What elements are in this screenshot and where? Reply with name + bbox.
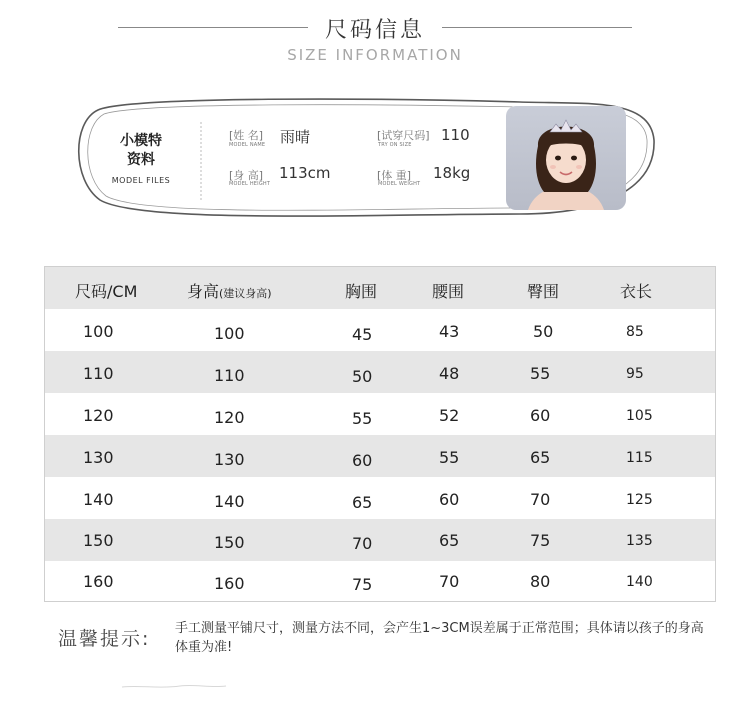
decorative-scratch bbox=[120, 682, 230, 692]
table-row bbox=[45, 519, 715, 561]
cell-hip: 55 bbox=[530, 364, 551, 383]
cell-size: 100 bbox=[83, 322, 114, 341]
cell-chest: 55 bbox=[352, 409, 373, 428]
header-length: 衣长 bbox=[620, 282, 653, 301]
table-row bbox=[45, 351, 715, 393]
cell-size: 140 bbox=[83, 490, 114, 509]
cell-length: 95 bbox=[626, 366, 644, 382]
cell-chest: 70 bbox=[352, 534, 373, 553]
cell-size: 160 bbox=[83, 572, 114, 591]
cell-chest: 45 bbox=[352, 325, 373, 344]
cell-hip: 60 bbox=[530, 406, 551, 425]
cell-height: 110 bbox=[214, 366, 245, 385]
cell-waist: 48 bbox=[439, 364, 460, 383]
cell-height: 130 bbox=[214, 450, 245, 469]
table-header-row bbox=[45, 267, 715, 309]
size-table bbox=[44, 266, 716, 602]
cell-hip: 75 bbox=[530, 531, 551, 550]
header-height: 身高(建议身高) bbox=[187, 282, 272, 301]
cell-hip: 80 bbox=[530, 572, 551, 591]
height-value: 113cm bbox=[279, 164, 331, 182]
height-label: [身 高] bbox=[229, 169, 264, 182]
cell-waist: 60 bbox=[439, 490, 460, 509]
tip-label: 温馨提示: bbox=[58, 628, 151, 650]
model-heading: 小模特 资料 bbox=[120, 133, 162, 168]
cell-waist: 65 bbox=[439, 531, 460, 550]
header-hip: 臀围 bbox=[527, 282, 560, 301]
cell-length: 85 bbox=[626, 324, 644, 340]
cell-length: 125 bbox=[626, 492, 653, 508]
cell-chest: 75 bbox=[352, 575, 373, 594]
cell-length: 140 bbox=[626, 574, 653, 590]
cell-height: 100 bbox=[214, 324, 245, 343]
cell-height: 120 bbox=[214, 408, 245, 427]
tryon-size-label: [试穿尺码] bbox=[377, 129, 430, 142]
cell-hip: 50 bbox=[533, 322, 554, 341]
weight-value: 18kg bbox=[433, 164, 471, 182]
cell-size: 130 bbox=[83, 448, 114, 467]
header-size: 尺码/CM bbox=[75, 282, 138, 301]
cell-hip: 65 bbox=[530, 448, 551, 467]
cell-waist: 70 bbox=[439, 572, 460, 591]
cell-waist: 55 bbox=[439, 448, 460, 467]
table-row bbox=[45, 477, 715, 519]
cell-size: 110 bbox=[83, 364, 114, 383]
name-value: 雨晴 bbox=[280, 128, 311, 146]
cell-length: 115 bbox=[626, 450, 653, 466]
cell-hip: 70 bbox=[530, 490, 551, 509]
cell-waist: 52 bbox=[439, 406, 460, 425]
cell-height: 160 bbox=[214, 574, 245, 593]
tryon-size-value: 110 bbox=[441, 126, 470, 144]
cell-chest: 60 bbox=[352, 451, 373, 470]
page-title: 尺码信息 bbox=[324, 18, 425, 43]
weight-label-en: MODEL WEIGHT bbox=[378, 181, 421, 187]
page-subtitle: SIZE INFORMATION bbox=[287, 46, 463, 64]
model-card-frame bbox=[0, 0, 750, 240]
cell-length: 105 bbox=[626, 408, 653, 424]
cell-waist: 43 bbox=[439, 322, 460, 341]
header-chest: 胸围 bbox=[345, 282, 378, 301]
weight-label: [体 重] bbox=[377, 169, 412, 182]
model-photo bbox=[506, 106, 626, 210]
table-row bbox=[45, 393, 715, 435]
name-label-en: MODEL NAME bbox=[229, 142, 266, 148]
cell-chest: 65 bbox=[352, 493, 373, 512]
tryon-size-label-en: TRY ON SIZE bbox=[378, 142, 412, 148]
tip-text: 手工测量平铺尺寸，测量方法不同，会产生1~3CM误差属于正常范围；具体请以孩子的身高体重为准! bbox=[175, 621, 704, 655]
header-waist: 腰围 bbox=[432, 282, 465, 301]
table-row bbox=[45, 435, 715, 477]
name-label: [姓 名] bbox=[229, 129, 264, 142]
height-label-en: MODEL HEIGHT bbox=[229, 181, 271, 187]
cell-height: 150 bbox=[214, 533, 245, 552]
table-row bbox=[45, 561, 715, 603]
model-heading-en: MODEL FILES bbox=[111, 176, 171, 185]
table-row bbox=[45, 309, 715, 351]
cell-size: 120 bbox=[83, 406, 114, 425]
cell-size: 150 bbox=[83, 531, 114, 550]
cell-chest: 50 bbox=[352, 367, 373, 386]
cell-height: 140 bbox=[214, 492, 245, 511]
cell-length: 135 bbox=[626, 533, 653, 549]
